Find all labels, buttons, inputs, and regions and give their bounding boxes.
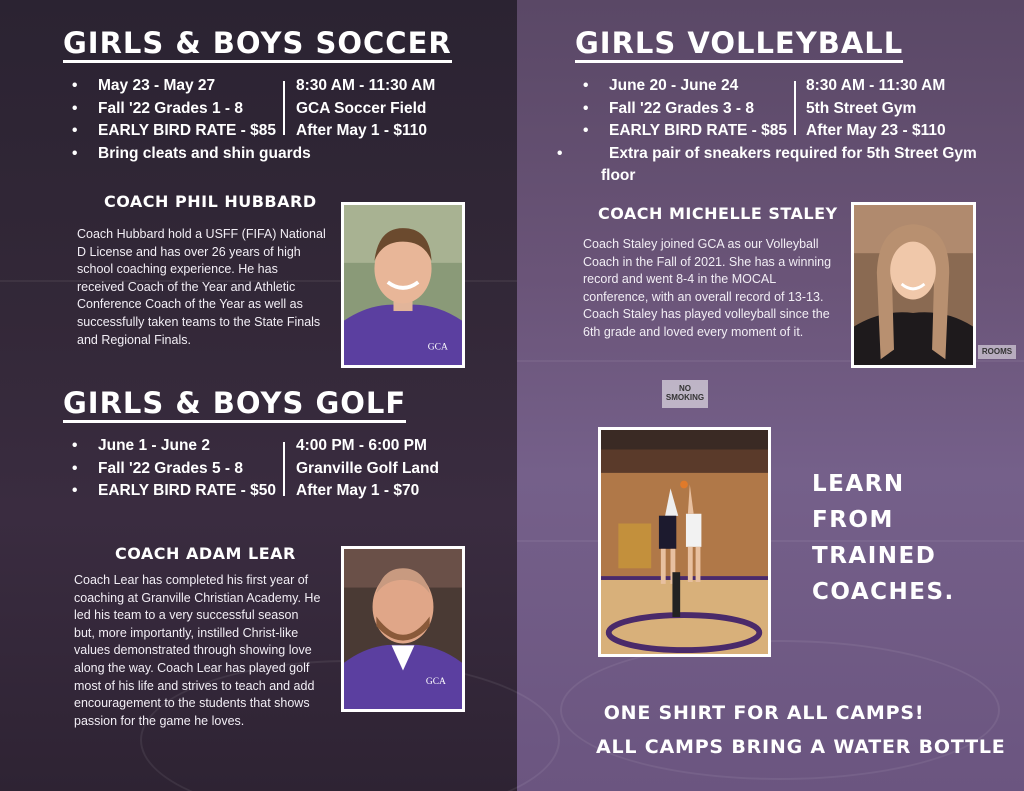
soccer-grades: • Fall '22 Grades 1 - 8 (64, 98, 364, 121)
rooms-sign: ROOMS (978, 345, 1016, 359)
slogan-line: COACHES. (812, 579, 955, 605)
slogan-line: FROM (812, 507, 894, 533)
basketball-action-photo (598, 427, 771, 657)
golf-dates: • June 1 - June 2 (64, 435, 364, 458)
soccer-early-bird: • EARLY BIRD RATE - $85 (64, 120, 364, 143)
volleyball-sneakers: • Extra pair of sneakers required for 5th Street Gym floor (575, 143, 987, 188)
soccer-dates: • May 23 - May 27 (64, 75, 364, 98)
golf-coach-bio: Coach Lear has completed his first year of coaching at Granville Christian Academy. He led his team to a very successful season but, more importantly, instilled Christ-like values demonstrated through showing love along the way. Coach Lear has played golf most of his life and strives to teach and add encouragement to the students that shows passion for the game he loves. (74, 573, 321, 728)
coach-staley-photo (851, 202, 976, 368)
volleyball-coach-bio: Coach Staley joined GCA as our Volleyball Coach in the Fall of 2021. She has a winning record and went 8-4 in the MOCAL conference, with an overall record of 13-13. Coach Staley has played volleyball since the 6th grade and loved every moment of it. (583, 237, 832, 339)
golf-divider (283, 442, 285, 496)
golf-time: 4:00 PM - 6:00 PM (296, 437, 427, 454)
golf-early-bird: • EARLY BIRD RATE - $50 (64, 480, 364, 503)
volleyball-coach-name: COACH MICHELLE STALEY (598, 204, 838, 223)
soccer-regular-rate: After May 1 - $110 (296, 122, 427, 139)
soccer-coach-bio: Coach Hubbard hold a USFF (FIFA) National D License and has over 26 years of high school coaching experience. He has received Coach of the Year and Athletic Conference Coach of the Year as well as successfully taken teams to the State Finals and Regional Finals. (77, 227, 326, 347)
volleyball-title: GIRLS VOLLEYBALL (575, 26, 903, 63)
soccer-time: 8:30 AM - 11:30 AM (296, 77, 436, 94)
soccer-details (296, 75, 435, 143)
no-smoking-sign: NO SMOKING (662, 380, 708, 408)
soccer-divider (283, 81, 285, 135)
volleyball-divider (794, 81, 796, 135)
golf-grades: • Fall '22 Grades 5 - 8 (64, 458, 364, 481)
volleyball-early-bird: • EARLY BIRD RATE - $85 (575, 120, 987, 143)
golf-coach-name: COACH ADAM LEAR (115, 544, 296, 563)
golf-title: GIRLS & BOYS GOLF (63, 386, 406, 423)
coach-lear-photo (341, 546, 465, 712)
slogan-line: LEARN (812, 471, 905, 497)
golf-regular-rate: After May 1 - $70 (296, 482, 420, 499)
volleyball-time: 8:30 AM - 11:30 AM (806, 77, 946, 94)
slogan-line: TRAINED (812, 543, 937, 569)
golf-shirt-logo: GCA (425, 675, 446, 687)
golf-location: Granville Golf Land (296, 459, 439, 477)
footer-shirt-note: ONE SHIRT FOR ALL CAMPS! (603, 702, 925, 724)
coach-hubbard-photo (341, 202, 465, 368)
volleyball-dates: • June 20 - June 24 (575, 75, 987, 98)
volleyball-regular-rate: After May 23 - $110 (806, 122, 946, 139)
soccer-location: GCA Soccer Field (296, 99, 427, 117)
soccer-coach-name: COACH PHIL HUBBARD (104, 192, 317, 211)
volleyball-location: 5th Street Gym (806, 99, 917, 117)
soccer-equipment: • Bring cleats and shin guards (64, 143, 364, 166)
golf-details (296, 435, 439, 503)
soccer-shirt-logo: GCA (427, 341, 448, 353)
slogan (812, 466, 955, 610)
volleyball-grades: • Fall '22 Grades 3 - 8 (575, 98, 987, 121)
volleyball-details (806, 75, 946, 143)
soccer-title: GIRLS & BOYS SOCCER (63, 26, 452, 63)
footer-water-note: ALL CAMPS BRING A WATER BOTTLE (596, 736, 1006, 758)
